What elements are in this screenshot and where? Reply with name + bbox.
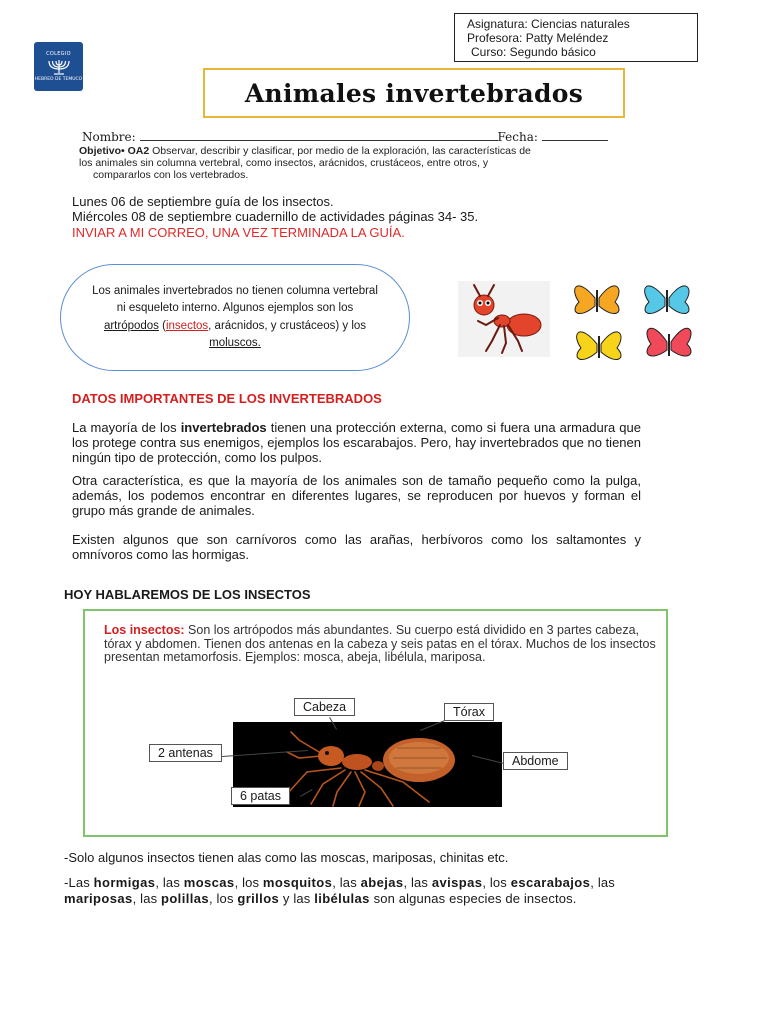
p1-text-a: La mayoría de los	[72, 420, 181, 435]
species-suffix: son algunas especies de insectos.	[369, 891, 577, 906]
p1-text-c: tienen una protección externa, como si fuera una armadura que los protege contra sus enemigos, ejemplos los escarabajos. Pero, hay invertebrados que no tienen ningún tipo de protección, como los pulpos.	[72, 420, 641, 466]
species-polillas: polillas	[161, 891, 209, 906]
species-mosquitos: mosquitos	[262, 875, 333, 890]
label-thorax: Tórax	[444, 703, 494, 721]
species-libelulas: libélulas	[314, 891, 370, 906]
objective-line3: compararlos con los vertebrados.	[93, 169, 249, 182]
name-field[interactable]	[140, 131, 498, 141]
p1-bold: invertebrados	[180, 420, 267, 435]
bubble-molluscs: moluscos.	[209, 337, 261, 349]
species-sep: , las	[332, 875, 361, 890]
insects-term: Los insectos:	[104, 623, 185, 637]
butterflies-image	[567, 268, 707, 372]
objective-line2: los animales sin columna vertebral, como insectos, arácnidos, crustáceos, entre otros, y	[79, 157, 489, 170]
insects-definition	[104, 624, 656, 665]
species-sep: y las	[279, 891, 315, 906]
schedule-block	[72, 194, 478, 240]
species-note	[64, 875, 664, 907]
species-sep: , las	[132, 891, 161, 906]
species-sep: , los	[209, 891, 238, 906]
butterfly-orange	[575, 286, 619, 314]
subject-text: Asignatura: Ciencias naturales	[467, 17, 630, 31]
objective-label: Objetivo	[79, 145, 122, 157]
title-frame	[203, 68, 625, 118]
ant-cartoon-image	[458, 281, 550, 357]
butterfly-yellow	[577, 332, 621, 360]
course-info-box	[454, 13, 698, 62]
species-sep: , los	[482, 875, 511, 890]
objective-block: Objetivo• OA2 Observar, describir y clasificar, por medio de la exploración, las características de los animales sin columna vertebral, como insectos, arácnidos, crustáceos, entre otros, y compararlos con los vertebrados.	[79, 145, 629, 182]
species-moscas: moscas	[183, 875, 235, 890]
species-escarabajos: escarabajos	[510, 875, 591, 890]
section-title: DATOS IMPORTANTES DE LOS INVERTEBRADOS	[72, 391, 382, 406]
species-sep: , las	[590, 875, 615, 890]
species-abejas: abejas	[360, 875, 404, 890]
species-sep: , las	[403, 875, 432, 890]
name-date-row	[82, 130, 608, 144]
schedule-monday: Lunes 06 de septiembre guía de los insectos.	[72, 194, 334, 209]
schedule-instruction: INVIAR A MI CORREO, UNA VEZ TERMINADA LA GUÍA.	[72, 224, 405, 240]
species-avispas: avispas	[431, 875, 483, 890]
species-sep: , las	[155, 875, 184, 890]
name-label: Nombre:	[82, 130, 136, 144]
objective-code: OA2	[127, 145, 150, 157]
label-legs: 6 patas	[231, 787, 290, 805]
species-sep: , los	[234, 875, 263, 890]
date-field[interactable]	[542, 131, 608, 141]
paragraph-protection	[72, 420, 641, 466]
paragraph-size: Otra característica, es que la mayoría de los animales son de tamaño pequeño como la pulga, además, los podemos encontrar en diferentes lugares, se reproducen por huevos y forman el grupo más grande de animales.	[72, 473, 641, 519]
course-text: Curso: Segundo básico	[471, 45, 596, 59]
definition-bubble	[60, 264, 410, 371]
bubble-open-paren: (	[158, 319, 166, 332]
bubble-text-1: Los animales invertebrados no tienen columna vertebral ni esqueleto interno. Algunos ejemplos son los	[92, 284, 378, 314]
school-logo	[34, 42, 83, 91]
label-head: Cabeza	[294, 698, 355, 716]
objective-line1: Observar, describir y clasificar, por medio de la exploración, las características de	[152, 145, 531, 157]
paragraph-diet: Existen algunos que son carnívoros como las arañas, herbívoros como los saltamontes y omnívoros como las hormigas.	[72, 532, 641, 563]
date-label: Fecha:	[497, 130, 538, 144]
insects-description: Son los artrópodos más abundantes. Su cuerpo está dividido en 3 partes cabeza, tórax y abdomen. Tienen dos antenas en la cabeza y seis patas en el tórax. Muchos de los insectos presentan metamorfosis. Ejemplos: mosca, abeja, libélula, mariposa.	[104, 623, 656, 664]
species-hormigas: hormigas	[93, 875, 156, 890]
species-grillos: grillos	[237, 891, 280, 906]
label-abdomen: Abdome	[503, 752, 568, 770]
insects-heading: HOY HABLAREMOS DE LOS INSECTOS	[64, 587, 311, 602]
logo-sub-text: HEBREO DE TEMUCO	[34, 77, 83, 82]
butterfly-blue	[645, 286, 689, 314]
page-title: Animales invertebrados	[244, 78, 584, 108]
bubble-text-2: , arácnidos, y crustáceos) y los	[208, 319, 367, 332]
species-mariposas: mariposas	[64, 891, 133, 906]
label-antennae: 2 antenas	[149, 744, 222, 762]
menorah-icon	[46, 58, 72, 76]
logo-arc-text: COLEGIO	[46, 51, 71, 57]
butterfly-red	[647, 328, 691, 356]
teacher-text: Profesora: Patty Meléndez	[467, 31, 609, 45]
species-prefix: -Las	[64, 875, 94, 890]
wings-note: -Solo algunos insectos tienen alas como las moscas, mariposas, chinitas etc.	[64, 850, 509, 865]
bubble-insects: insectos	[165, 319, 209, 332]
bubble-arthropods: artrópodos	[103, 319, 159, 332]
schedule-wednesday: Miércoles 08 de septiembre cuadernillo de actividades páginas 34- 35.	[72, 209, 479, 225]
